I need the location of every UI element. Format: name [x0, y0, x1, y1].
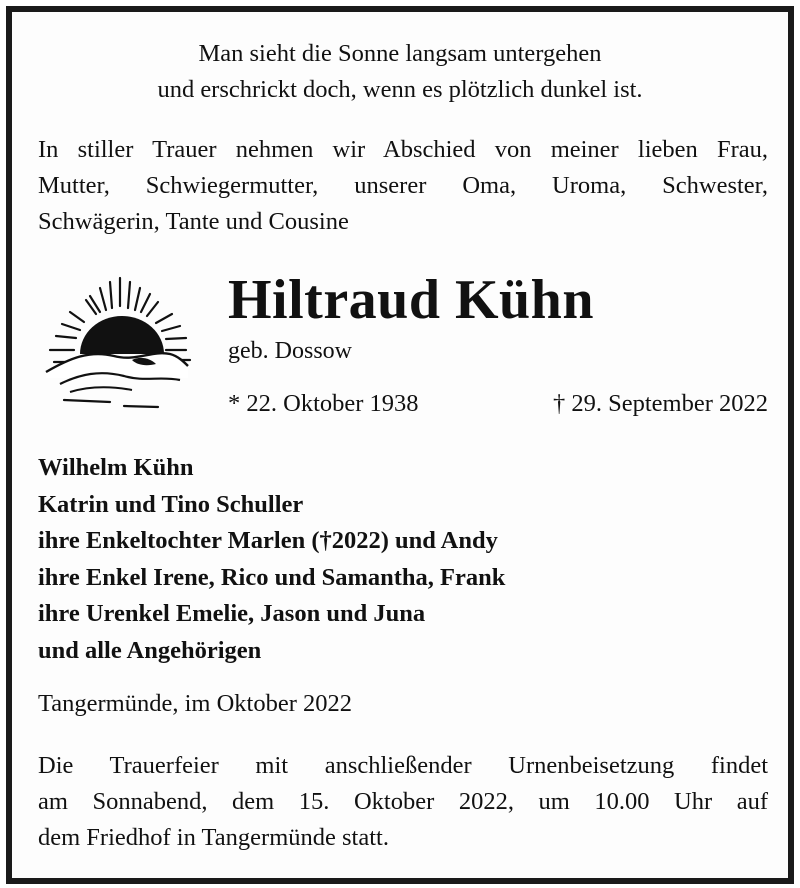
- intro-text: [38, 132, 768, 240]
- mourner-line: ihre Enkeltochter Marlen (†2022) und Andy: [38, 527, 498, 555]
- service-line: dem Friedhof in Tangermünde statt.: [38, 824, 389, 851]
- setting-sun-icon: [40, 266, 192, 410]
- place-and-date: Tangermünde, im Oktober 2022: [38, 690, 352, 717]
- memorial-quote: [12, 36, 788, 108]
- mourner-line: ihre Urenkel Emelie, Jason und Juna: [38, 600, 426, 628]
- mourner-line: ihre Enkel Irene, Rico und Samantha, Frank: [38, 563, 506, 591]
- intro-line: Schwägerin, Tante und Cousine: [38, 208, 349, 235]
- service-line: am Sonnabend, dem 15. Oktober 2022, um 10.00 Uhr auf: [38, 788, 768, 815]
- intro-line: In stiller Trauer nehmen wir Abschied von meiner lieben Frau,: [38, 136, 768, 163]
- service-info: [38, 748, 768, 856]
- service-line: Die Trauerfeier mit anschließender Urnenbeisetzung findet: [38, 752, 768, 779]
- birth-name: geb. Dossow: [228, 338, 352, 364]
- mourner-line: und alle Angehörigen: [38, 636, 262, 664]
- mourner-line: Wilhelm Kühn: [38, 454, 194, 481]
- mourner-line: Katrin und Tino Schuller: [38, 490, 304, 518]
- quote-line: Man sieht die Sonne langsam untergehen: [198, 40, 602, 67]
- deceased-name: Hiltraud Kühn: [228, 269, 594, 331]
- obituary-notice: [6, 6, 794, 884]
- quote-line: und erschrickt doch, wenn es plötzlich dunkel ist.: [157, 76, 643, 103]
- death-date: † 29. September 2022: [552, 390, 768, 417]
- intro-line: Mutter, Schwiegermutter, unserer Oma, Uroma, Schwester,: [38, 172, 768, 199]
- mourners-list: [38, 450, 505, 670]
- birth-date: * 22. Oktober 1938: [228, 390, 419, 417]
